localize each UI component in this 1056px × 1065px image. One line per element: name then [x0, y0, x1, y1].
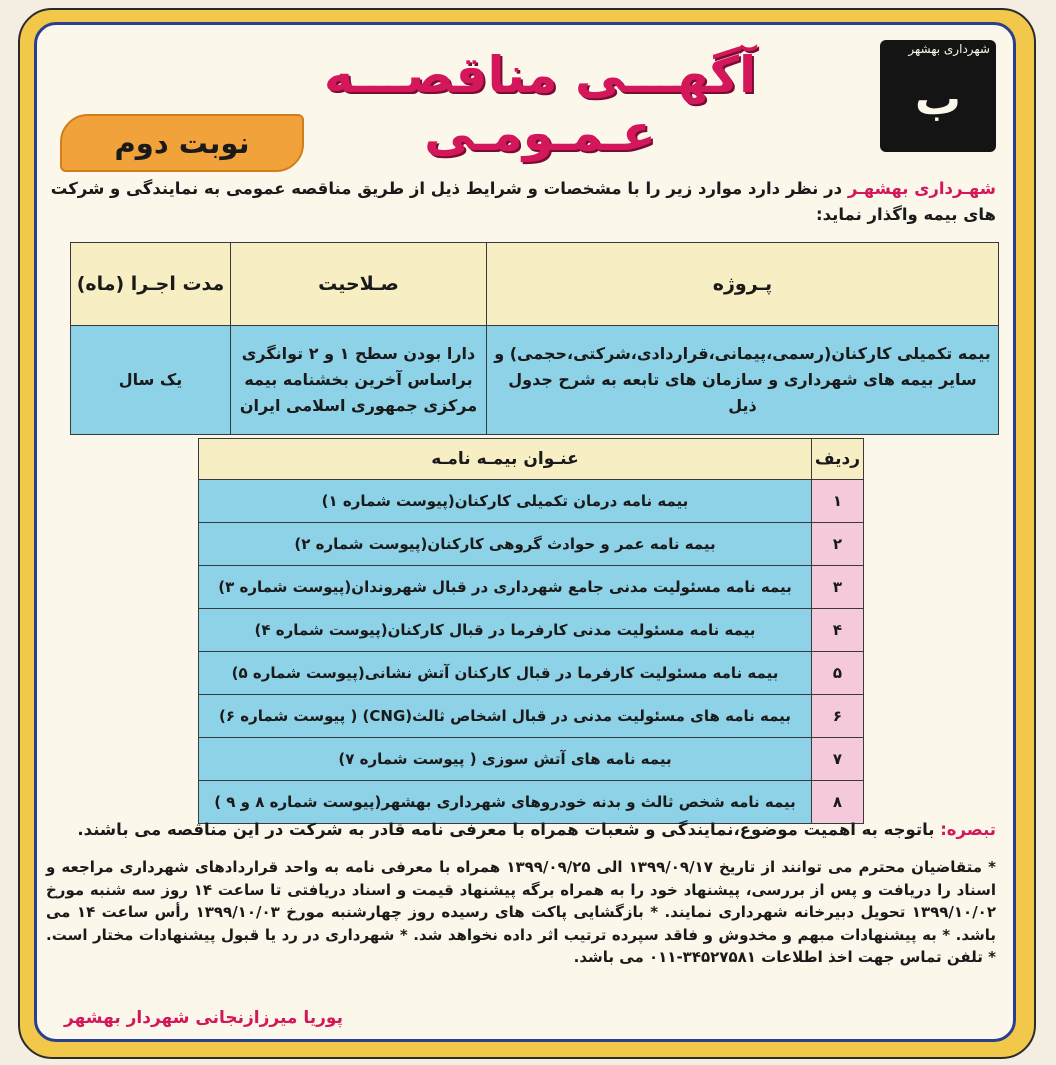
- policy-title: بیمه نامه مسئولیت کارفرما در قبال کارکنان آتش نشانی(پیوست شماره ۵): [199, 652, 812, 695]
- policy-title: بیمه نامه های آتش سوزی ( پیوست شماره ۷): [199, 738, 812, 781]
- mayor-signature: پوریا میرزازنجانی شهردار بهشهر: [64, 1008, 343, 1028]
- note-label: تبصره:: [940, 820, 996, 839]
- intro-text: در نظر دارد موارد زیر را با مشخصات و شرایط ذیل از طریق مناقصه عمومی به نمایندگی و شرکت های بیمه واگذار نماید:: [50, 179, 996, 224]
- table-row: [199, 523, 864, 566]
- notice-title: آگهـــی مناقصـــه عـمـومـی: [323, 46, 757, 162]
- note-paragraph: [46, 820, 996, 839]
- header-row-number: ردیف: [812, 439, 864, 480]
- row-number: ۷: [812, 738, 864, 781]
- header-qualification: صـلاحیت: [231, 243, 487, 326]
- note-text: باتوجه به اهمیت موضوع،نمایندگی و شعبات همراه با معرفی نامه قادر به شرکت در این مناقصه می باشند.: [77, 820, 941, 839]
- policy-table-header: [199, 439, 864, 480]
- logo-text: شهرداری بهشهر: [908, 42, 990, 56]
- policy-title: بیمه نامه شخص ثالث و بدنه خودروهای شهرداری بهشهر(پیوست شماره ۸ و ۹ ): [199, 781, 812, 824]
- row-number: ۴: [812, 609, 864, 652]
- project-table-header: [71, 243, 999, 326]
- table-row: [199, 738, 864, 781]
- project-row: [71, 326, 999, 435]
- project-qualification: دارا بودن سطح ۱ و ۲ توانگری براساس آخرین بخشنامه بیمه مرکزی جمهوری اسلامی ایران: [231, 326, 487, 435]
- row-number: ۳: [812, 566, 864, 609]
- policy-title: بیمه نامه های مسئولیت مدنی در قبال اشخاص ثالث(CNG) ( پیوست شماره ۶): [199, 695, 812, 738]
- project-description: بیمه تکمیلی کارکنان(رسمی،پیمانی،قراردادی،شرکتی،حجمی) و سایر بیمه های شهرداری و سازمان های تابعه به شرح جدول ذیل: [487, 326, 999, 435]
- policy-table: [198, 438, 864, 824]
- row-number: ۵: [812, 652, 864, 695]
- table-row: [199, 480, 864, 523]
- header-duration: مدت اجـرا (ماه): [71, 243, 231, 326]
- conditions-paragraph: * متقاضیان محترم می توانند از تاریخ ۱۳۹۹/۰۹/۱۷ الی ۱۳۹۹/۰۹/۲۵ همراه با معرفی نامه به واحد قراردادهای شهرداری مراجعه و اسناد را دریافت و پس از بررسی، پیشنهاد خود را به همراه برگه پیشنهاد قیمت و اسناد دریافتی تا ساعت ۱۴ روز سه شنبه مورخ ۱۳۹۹/۱۰/۰۲ تحویل دبیرخانه شهرداری نمایند. * بازگشایی پاکت های رسیده روز چهارشنبه مورخ ۱۳۹۹/۱۰/۰۳ رأس ساعت ۱۴ می باشد. * به پیشنهادات مبهم و مخدوش و فاقد سپرده ترتیب اثر داده نخواهد شد. * شهرداری در رد یا قبول پیشنهادات مختار است. * تلفن تماس جهت اخذ اطلاعات ۳۴۵۲۷۵۸۱-۰۱۱ می باشد.: [46, 858, 996, 966]
- round-badge: نوبت دوم: [60, 114, 304, 172]
- table-row: [199, 566, 864, 609]
- table-row: [199, 609, 864, 652]
- policy-title: بیمه نامه مسئولیت مدنی جامع شهرداری در قبال شهروندان(پیوست شماره ۳): [199, 566, 812, 609]
- header-policy-title: عنـوان بیمـه نامـه: [199, 439, 812, 480]
- policy-title: بیمه نامه عمر و حوادث گروهی کارکنان(پیوست شماره ۲): [199, 523, 812, 566]
- behshahr-logo-icon: ب: [914, 71, 962, 125]
- row-number: ۱: [812, 480, 864, 523]
- policy-title: بیمه نامه مسئولیت مدنی کارفرما در قبال کارکنان(پیوست شماره ۴): [199, 609, 812, 652]
- table-row: [199, 781, 864, 824]
- intro-paragraph: [46, 176, 996, 228]
- header-project: پـروژه: [487, 243, 999, 326]
- project-table: [70, 242, 999, 435]
- row-number: ۲: [812, 523, 864, 566]
- policy-title: بیمه نامه درمان تکمیلی کارکنان(پیوست شماره ۱): [199, 480, 812, 523]
- organization-name: شهـرداری بهشهـر: [847, 179, 996, 198]
- table-row: [199, 695, 864, 738]
- municipality-logo: [880, 40, 996, 152]
- project-duration: یک سال: [71, 326, 231, 435]
- row-number: ۶: [812, 695, 864, 738]
- table-row: [199, 652, 864, 695]
- row-number: ۸: [812, 781, 864, 824]
